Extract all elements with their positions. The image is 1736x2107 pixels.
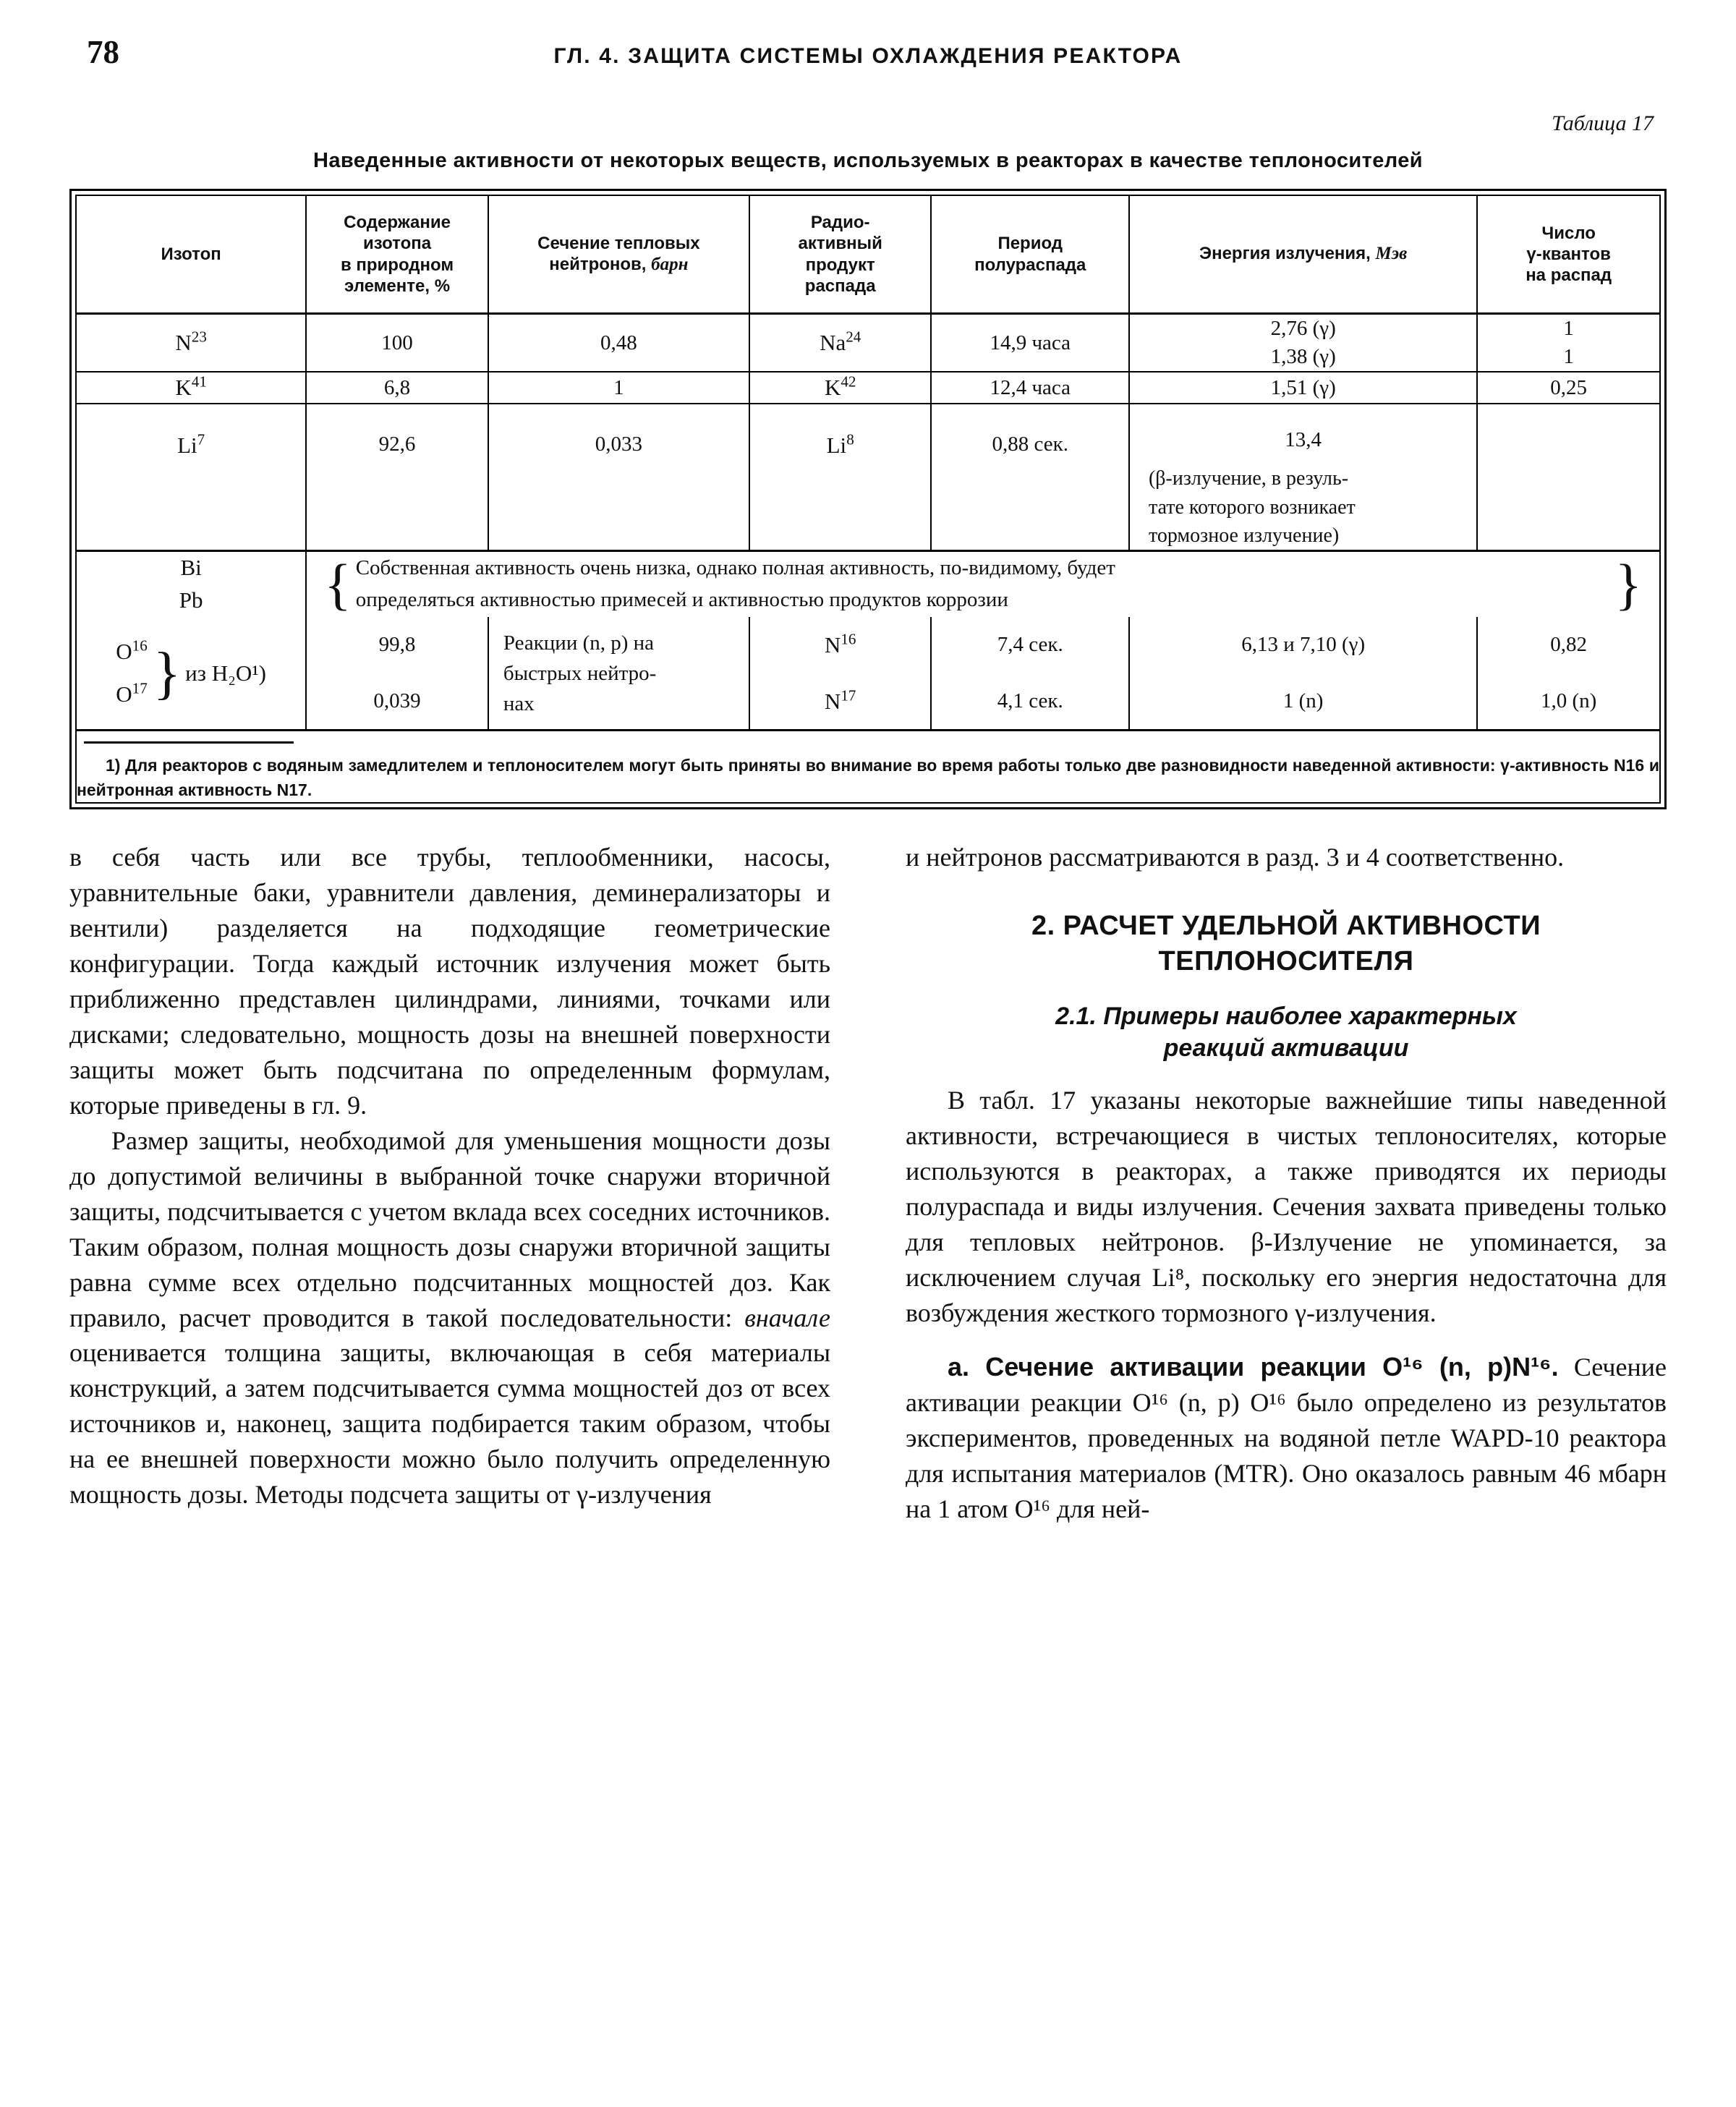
cell-energy: 13,4 (β-излучение, в резуль- тате которого возникает тормозное излучение) [1129, 404, 1477, 550]
cell-energy: 1,51 (γ) [1129, 372, 1477, 404]
cell-abundance: 0,039 [306, 673, 488, 731]
cell-product: Li$^8$ [749, 404, 932, 550]
page-number: 78 [87, 34, 119, 70]
table-footnote: 1) Для реакторов с водяным замедлителем и теплоносителем могут быть приняты во внимание во время работы только две разновидности наведенной активности: γ-активность N16 и нейтронная активность N17. [77, 731, 1659, 802]
cell-cross-section: 0,48 [488, 314, 749, 373]
col-header-product: Радио- активный продукт распада [749, 196, 932, 314]
cell-quanta: 1 1 [1477, 314, 1659, 373]
cell-energy: 1 (n) [1129, 673, 1477, 731]
table-row [77, 314, 1659, 373]
cell-water-label [77, 617, 306, 731]
label-o17: $O^{17}$ [116, 679, 148, 707]
cell-half-life: 0,88 сек. [931, 404, 1129, 550]
paragraph: в себя часть или все трубы, теплообменники, насосы, уравнительные баки, уравнители давления, деминерализаторы и вентили) разделяется на подходящие геометрические конфигурации. Тогда каждый источник излучения может быть приближенно представлен цилиндрами, линиями, точками или дисками; следовательно, мощность дозы на внешней поверхности защиты может быть подсчитана по определенным формулам, которые приведены в гл. 9. [69, 843, 830, 1120]
table-row [77, 372, 1659, 404]
table-number: Таблица 17 [1552, 111, 1654, 135]
brace-left-icon: { [324, 552, 352, 616]
section-heading: 2. РАСЧЕТ УДЕЛЬНОЙ АКТИВНОСТИ ТЕПЛОНОСИТЕЛЯ [1031, 911, 1541, 977]
cell-abundance: 100 [306, 314, 488, 373]
col-header-isotope: Изотоп [77, 196, 306, 314]
cell-product: $N^{17}$ [749, 673, 932, 731]
brace-right-icon: } [1614, 552, 1642, 616]
cell-isotope-bi-pb: Bi Pb [77, 550, 306, 616]
paragraph: и нейтронов рассматриваются в разд. 3 и 4 соответственно. [906, 843, 1565, 872]
cell-half-life: 14,9 часа [931, 314, 1129, 373]
cell-isotope: Li$^7$ [77, 404, 306, 550]
brace-icon: } [153, 641, 182, 705]
chapter-title: ГЛ. 4. ЗАЩИТА СИСТЕМЫ ОХЛАЖДЕНИЯ РЕАКТОРА [553, 44, 1183, 68]
paragraph: а. Сечение активации реакции O¹⁶ (n, p)N¹⁶. Сечение активации реакции O¹⁶ (n, p) O¹⁶ было определено из результатов экспериментов, проведенных на водяной петле WAPD-10 реактора для испытания материалов (MTR). Оно оказалось равным 46 мбарн на 1 атом O¹⁶ для ней- [906, 1351, 1667, 1523]
cell-abundance: 92,6 [306, 404, 488, 550]
label-o16: $O^{16}$ [116, 637, 148, 664]
subsection-heading: 2.1. Примеры наиболее характерных реакций активации [1055, 1002, 1517, 1063]
table-footnote-row [77, 731, 1659, 802]
cell-product: Na$^{24}$ [749, 314, 932, 373]
cell-half-life: 7,4 сек. [931, 617, 1129, 673]
cell-quanta: 0,25 [1477, 372, 1659, 404]
cell-abundance: 6,8 [306, 372, 488, 404]
cell-reaction: Реакции (n, p) на быстрых нейтро- нах [488, 617, 749, 731]
col-header-cross-section: Сечение тепловых нейтронов, барн [488, 196, 749, 314]
cell-cross-section: 0,033 [488, 404, 749, 550]
table-row-bi-pb [77, 550, 1659, 616]
footnote-rule [84, 741, 294, 744]
cell-quanta: 0,82 [1477, 617, 1659, 673]
cell-energy: 2,76 (γ) 1,38 (γ) [1129, 314, 1477, 373]
paragraph: В табл. 17 указаны некоторые важнейшие типы наведенной активности, встречающиеся в чистых теплоносителях, которые используются в реакторах, а также приводятся их периоды полураспада и виды излучения. Сечения захвата приведены только для тепловых нейтронов. β-Излучение не упоминается, за исключением случая Li⁸, поскольку его энергия недостаточна для возбуждения жесткого тормозного γ-излучения. [906, 1086, 1667, 1327]
col-header-energy: Энергия излучения, Мэв [1129, 196, 1477, 314]
column-right [906, 840, 1667, 1527]
run-in-heading: а. Сечение активации реакции O¹⁶ (n, p)N¹⁶. [948, 1351, 1559, 1382]
column-left [69, 840, 830, 1527]
col-header-quanta: Число γ-квантов на распад [1477, 196, 1659, 314]
table-inner-frame [75, 195, 1661, 804]
running-head [87, 0, 1649, 71]
cell-cross-section: 1 [488, 372, 749, 404]
table-row [77, 404, 1659, 550]
table-row-o16 [77, 617, 1659, 673]
cell-half-life: 12,4 часа [931, 372, 1129, 404]
col-header-abundance: Содержание изотопа в природном элементе, % [306, 196, 488, 314]
cell-isotope: $K^{41}$ [77, 372, 306, 404]
cell-energy: 6,13 и 7,10 (γ) [1129, 617, 1477, 673]
paragraph: Размер защиты, необходимой для уменьшения мощности дозы до допустимой величины в выбранной точке снаружи вторичной защиты, подсчитывается с учетом вклада всех соседних источников. Таким образом, полная мощность дозы снаружи вторичной защиты равна сумме всех отдельно подсчитанных мощностей доз. Как правило, расчет проводится в такой последовательности: вначале оценивается толщина защиты, включающая в себя материалы конструкций, а затем подсчитывается сумма мощностей доз от всех источников и, наконец, защита подбирается таким образом, чтобы на ее внешней поверхности можно было получить определенную мощность дозы. Методы подсчета защиты от γ-излучения [69, 1125, 830, 1510]
col-header-half-life: Период полураспада [931, 196, 1129, 314]
table-outer-frame [69, 189, 1667, 809]
induced-activity-table [77, 196, 1659, 802]
cell-product: $N^{16}$ [749, 617, 932, 673]
cell-quanta: 1,0 (n) [1477, 673, 1659, 731]
table-caption: Наведенные активности от некоторых веществ, используемых в реакторах в качестве теплоносителей [313, 149, 1423, 172]
table-block [69, 111, 1667, 809]
cell-abundance: 99,8 [306, 617, 488, 673]
body-columns [69, 840, 1667, 1527]
cell-isotope: $N^{23}$ [77, 314, 306, 373]
table-row-o17 [77, 673, 1659, 731]
label-water-source: из H₂O¹) [185, 660, 266, 686]
cell-quanta [1477, 404, 1659, 550]
table-header-row [77, 196, 1659, 314]
cell-product: $K^{42}$ [749, 372, 932, 404]
cell-energy-note: (β-излучение, в резуль- тате которого возникает тормозное излучение) [1148, 467, 1356, 547]
cell-half-life: 4,1 сек. [931, 673, 1129, 731]
cell-bi-pb-note: { Собственная активность очень низка, однако полная активность, по-видимому, будет определяться активностью примесей и активностью продуктов коррозии } [306, 550, 1659, 616]
